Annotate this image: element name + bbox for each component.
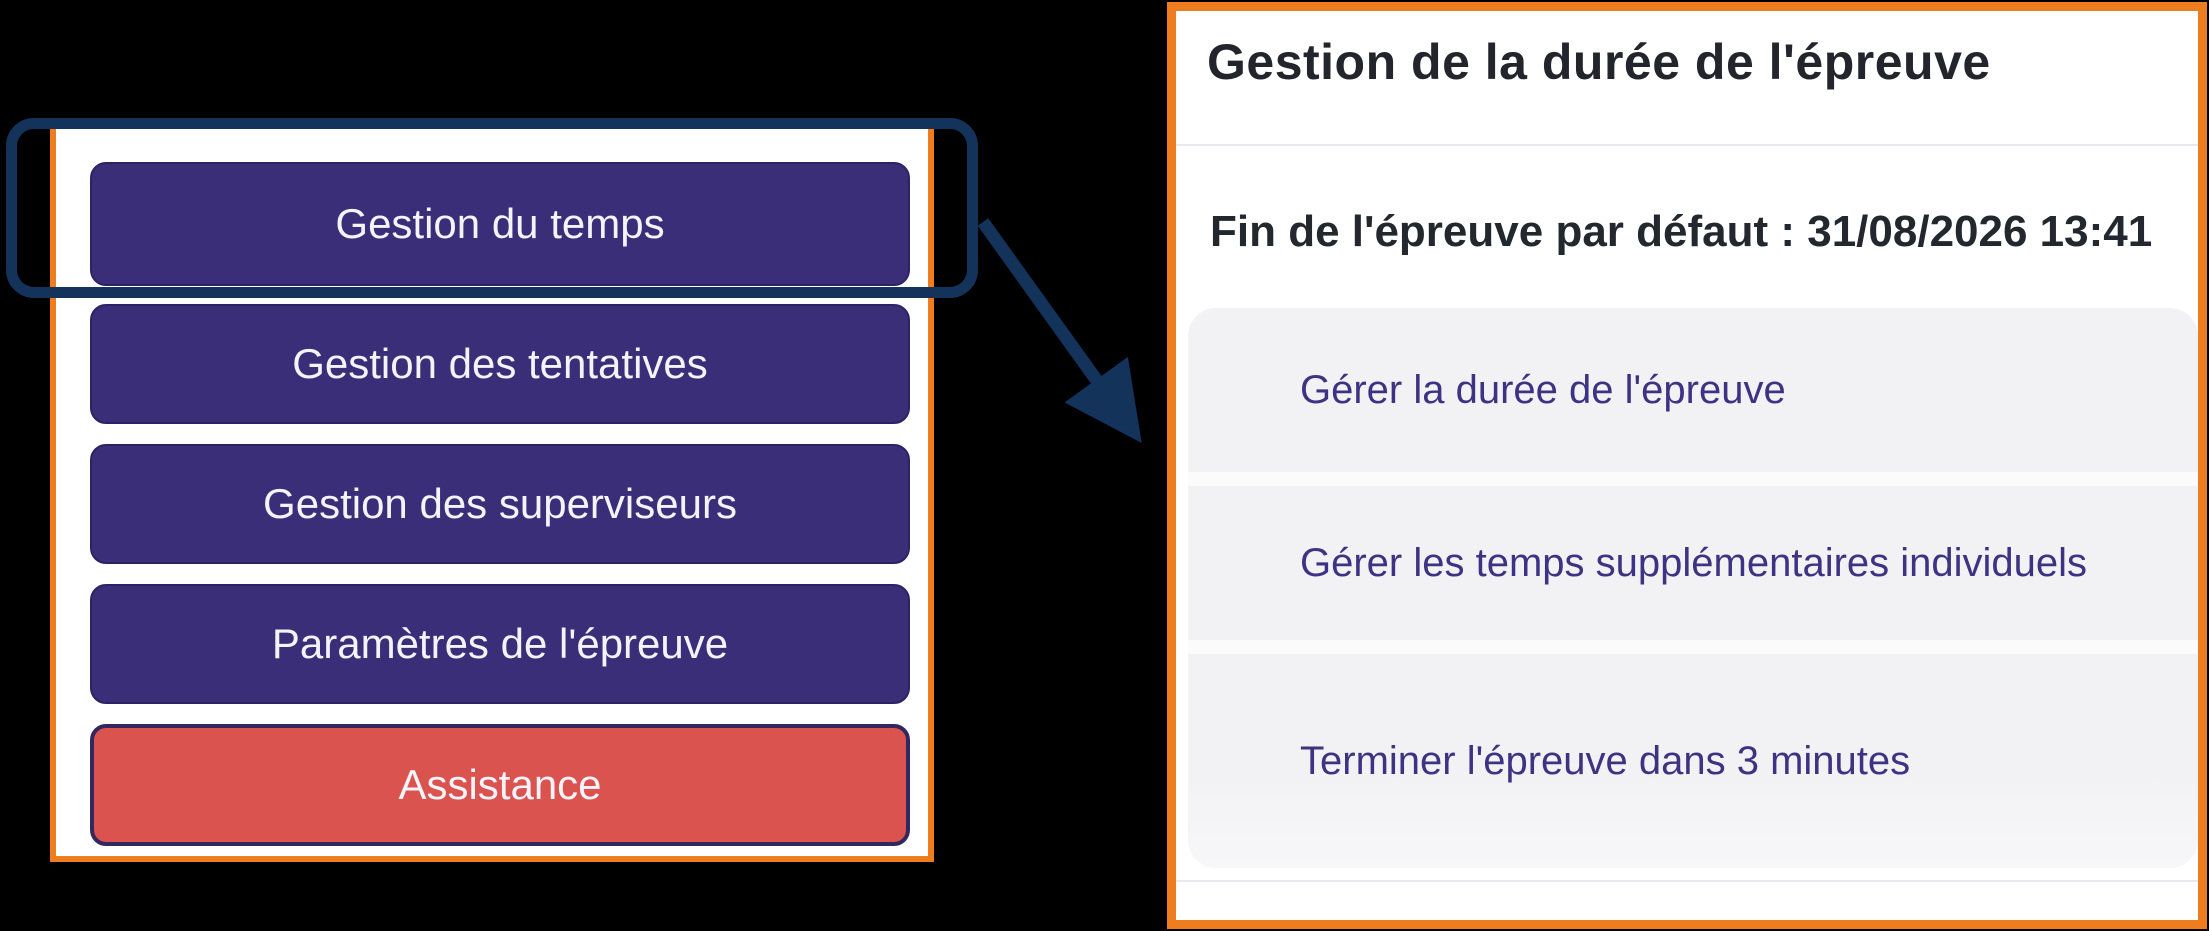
- assistance-button[interactable]: Assistance: [90, 724, 910, 846]
- supervisors-management-button[interactable]: Gestion des superviseurs: [90, 444, 910, 564]
- panel-title: Gestion de la durée de l'épreuve: [1207, 34, 1991, 90]
- list-item[interactable]: [1188, 308, 2198, 472]
- manage-individual-extra-time-link[interactable]: Gérer les temps supplémentaires individuels: [1300, 540, 2088, 585]
- menu-panel: [50, 122, 934, 862]
- list-item[interactable]: [1188, 654, 2198, 868]
- time-management-detail-panel: [1167, 2, 2207, 929]
- end-exam-in-3-minutes-link[interactable]: Terminer l'épreuve dans 3 minutes: [1300, 738, 1911, 783]
- title-divider: [1176, 144, 2198, 146]
- manage-exam-duration-link[interactable]: Gérer la durée de l'épreuve: [1300, 367, 1786, 412]
- list-item[interactable]: [1188, 486, 2198, 640]
- bottom-divider: [1176, 880, 2198, 882]
- list-separator: [1188, 472, 2198, 486]
- exam-settings-button[interactable]: Paramètres de l'épreuve: [90, 584, 910, 704]
- attempts-management-button[interactable]: Gestion des tentatives: [90, 304, 910, 424]
- list-separator: [1188, 640, 2198, 654]
- time-management-button[interactable]: Gestion du temps: [90, 162, 910, 286]
- actions-list: [1188, 308, 2198, 868]
- default-end-time-label: Fin de l'épreuve par défaut : 31/08/2026 13:41: [1210, 207, 2153, 256]
